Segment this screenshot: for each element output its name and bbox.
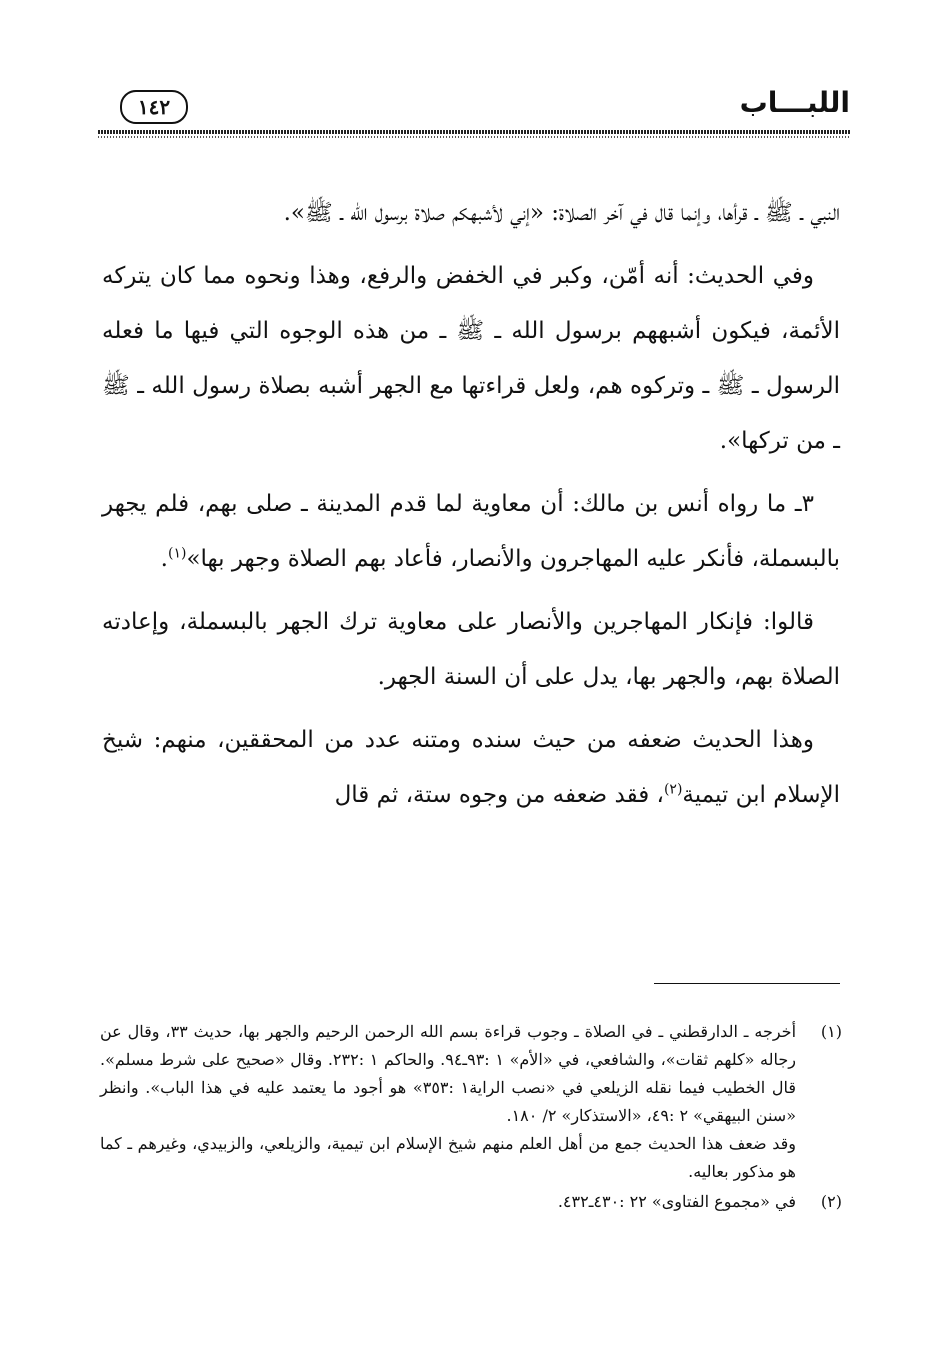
running-title: اللبـــاب: [739, 86, 850, 119]
footnote-body: [100, 1018, 796, 1186]
footnote-ref-2[interactable]: (٢): [663, 781, 683, 798]
footnote-separator: [654, 983, 840, 984]
footnote-number: (١): [820, 1022, 842, 1041]
footnotes: [100, 1018, 842, 1218]
paragraph-5-end: ، فقد ضعفه من وجوه ستة، ثم قال: [334, 782, 664, 808]
paragraph-2: وفي الحديث: أنه أمّن، وكبر في الخفض والرفع، وهذا ونحوه مما كان يتركه الأئمة، فيكون أشبههم برسول الله ـ ﷺ ـ من هذه الوجوه التي فيها ما فعله الرسول ـ ﷺ ـ وتركوه هم، ولعل قراءتها مع الجهر أشبه بصلاة رسول الله ـ ﷺ ـ من تركها».: [102, 263, 840, 454]
page-header: [98, 84, 850, 132]
main-text: [102, 186, 840, 831]
footnote-1: [100, 1018, 842, 1186]
paragraph-5-text: وهذا الحديث ضعفه من حيث سنده ومتنه عدد من المحققين، منهم: شيخ الإسلام ابن تيمية: [102, 727, 840, 808]
paragraph-1: النبي ـ ﷺ ـ قرأها، وإنما قال في آخر الصلاة: «إني لأشبهكم صلاة برسول الله ـ ﷺ».: [283, 200, 840, 226]
footnote-ref-1[interactable]: (١): [167, 545, 187, 562]
footnote-text: أخرجه ـ الدارقطني ـ في الصلاة ـ وجوب قراءة بسم الله الرحمن الرحيم والجهر بها، حديث ٣٣، وقال عن رجاله «كلهم ثقات»، والشافعي، في «الأم» ١ :٩٣ـ٩٤. والحاكم ١ :٢٣٢. وقال «صحيح على شرط مسلم». قال الخطيب فيما نقله الزيلعي في «نصب الراية١ :٣٥٣» هو أجود ما يعتمد عليه في هذا الباب». وانظر «سنن البيهقي» ٢ :٤٩، «الاستذكار» ٢/ ١٨٠.: [100, 1022, 797, 1125]
paragraph-5: [102, 713, 840, 823]
footnote-2: [100, 1188, 842, 1216]
paragraph-3-end: .: [160, 546, 168, 572]
header-rule: [98, 130, 850, 134]
paragraph-3: [102, 477, 840, 587]
footnote-extra: وقد ضعف هذا الحديث جمع من أهل العلم منهم شيخ الإسلام ابن تيمية، والزيلعي، والزبيدي، وغيرهم ـ كما هو مذكور بعاليه.: [100, 1134, 796, 1181]
page-number: ١٤٢: [120, 90, 188, 124]
footnote-text: في «مجموع الفتاوى» ٢٢ :٤٣٠ـ٤٣٢.: [557, 1192, 796, 1211]
paragraph-3-text: ٣ـ ما رواه أنس بن مالك: أن معاوية لما قدم المدينة ـ صلى بهم، فلم يجهر بالبسملة، فأنكر عليه المهاجرون والأنصار، فأعاد بهم الصلاة وجهر بها»: [102, 491, 840, 572]
footnote-number: (٢): [820, 1192, 842, 1211]
paragraph-4: قالوا: فإنكار المهاجرين والأنصار على معاوية ترك الجهر بالبسملة، وإعادته الصلاة بهم، والجهر بها، يدل على أن السنة الجهر.: [102, 609, 840, 690]
header-rule-secondary: [98, 136, 850, 138]
